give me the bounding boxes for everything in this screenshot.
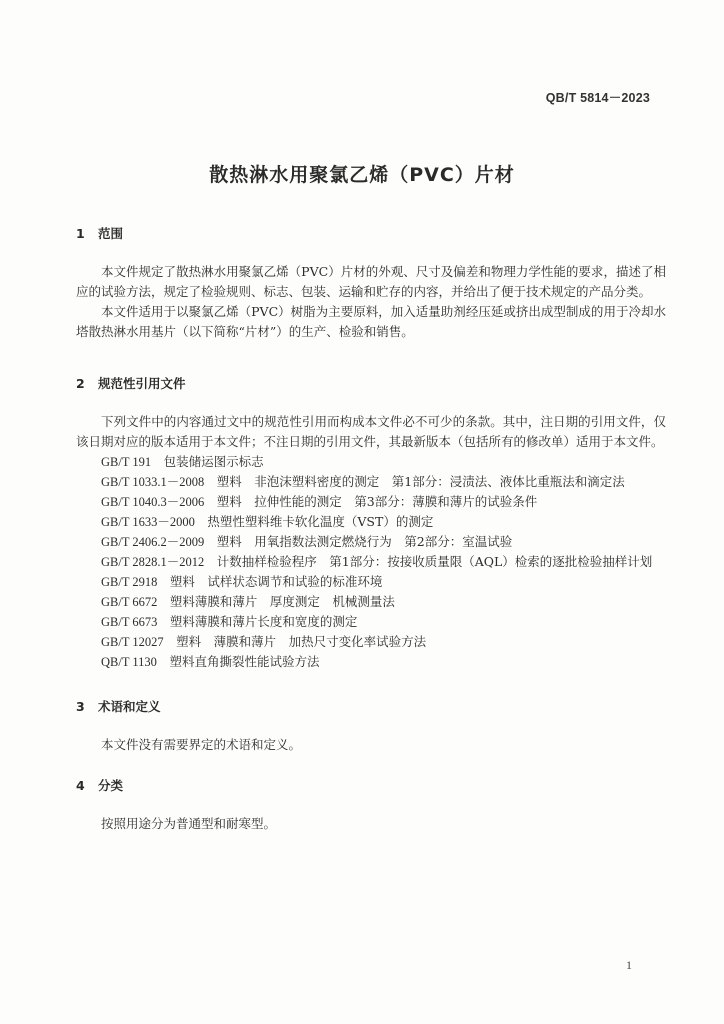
section-title: 规范性引用文件 — [98, 376, 186, 391]
reference-title: 塑料薄膜和薄片长度和宽度的测定 — [169, 614, 358, 629]
reference-code: GB/T 1040.3－2006 — [101, 495, 205, 509]
section-number: 3 — [76, 699, 85, 714]
reference-code: GB/T 6673 — [101, 615, 158, 629]
reference-code: GB/T 6672 — [101, 595, 158, 609]
reference-code: GB/T 1033.1－2008 — [101, 475, 205, 489]
section-number: 2 — [76, 376, 85, 391]
reference-item — [101, 472, 666, 492]
section-classification — [76, 776, 666, 834]
reference-title: 计数抽样检验程序 第1部分：按接收质量限（AQL）检索的逐批检验抽样计划 — [216, 554, 653, 569]
reference-code: QB/T 1130 — [101, 655, 157, 669]
reference-item — [101, 572, 666, 592]
paragraph: 下列文件中的内容通过文中的规范性引用而构成本文件必不可少的条款。其中，注日期的引用文件，仅该日期对应的版本适用于本文件；不注日期的引用文件，其最新版本（包括所有的修改单）适用于本文件。 — [76, 414, 666, 449]
reference-code: GB/T 191 — [101, 455, 152, 469]
reference-title: 塑料 试样状态调节和试验的标准环境 — [169, 574, 383, 589]
reference-list — [101, 452, 666, 672]
reference-item — [101, 632, 666, 652]
section-scope — [76, 224, 666, 342]
reference-title: 包装储运图示标志 — [163, 454, 264, 469]
reference-code: GB/T 12027 — [101, 635, 164, 649]
paragraph: 本文件规定了散热淋水用聚氯乙烯（PVC）片材的外观、尺寸及偏差和物理力学性能的要求，描述了相应的试验方法，规定了检验规则、标志、包装、运输和贮存的内容，并给出了便于技术规定的产品分类。 — [76, 264, 666, 299]
section-title: 范围 — [98, 226, 124, 241]
reference-code: GB/T 1633－2000 — [101, 515, 195, 529]
section-number: 4 — [76, 778, 85, 793]
paragraph: 本文件适用于以聚氯乙烯（PVC）树脂为主要原料，加入适量助剂经压延或挤出成型制成的用于冷却水塔散热淋水用基片（以下简称“片材”）的生产、检验和销售。 — [76, 304, 666, 339]
reference-code: GB/T 2918 — [101, 575, 158, 589]
section-heading — [76, 224, 666, 244]
reference-code: GB/T 2828.1－2012 — [101, 555, 205, 569]
paragraph: 本文件没有需要界定的术语和定义。 — [101, 737, 302, 752]
reference-item — [101, 452, 666, 472]
reference-title: 热塑性塑料维卡软化温度（VST）的测定 — [207, 514, 434, 529]
reference-title: 塑料 薄膜和薄片 加热尺寸变化率试验方法 — [176, 634, 427, 649]
section-heading — [76, 374, 666, 394]
section-terms-definitions — [76, 697, 666, 755]
reference-title: 塑料直角撕裂性能试验方法 — [169, 654, 320, 669]
section-heading — [76, 776, 666, 796]
reference-item — [101, 592, 666, 612]
reference-item — [101, 512, 666, 532]
reference-item — [101, 552, 666, 572]
paragraph: 按照用途分为普通型和耐寒型。 — [101, 816, 277, 831]
section-number: 1 — [76, 226, 85, 241]
reference-item — [101, 532, 666, 552]
reference-code: GB/T 2406.2－2009 — [101, 535, 205, 549]
reference-title: 塑料薄膜和薄片 厚度测定 机械测量法 — [169, 594, 395, 609]
reference-title: 塑料 用氧指数法测定燃烧行为 第2部分：室温试验 — [216, 534, 513, 549]
section-title: 分类 — [98, 778, 124, 793]
reference-item — [101, 492, 666, 512]
section-title: 术语和定义 — [98, 699, 161, 714]
reference-title: 塑料 拉伸性能的测定 第3部分：薄膜和薄片的试验条件 — [216, 494, 538, 509]
standard-code: QB/T 5814－2023 — [545, 91, 650, 105]
reference-item — [101, 652, 666, 672]
reference-item — [101, 612, 666, 632]
section-heading — [76, 697, 666, 717]
document-title: 散热淋水用聚氯乙烯（PVC）片材 — [209, 164, 515, 186]
section-normative-references — [76, 374, 666, 672]
page-number: 1 — [626, 958, 632, 972]
reference-title: 塑料 非泡沫塑料密度的测定 第1部分：浸渍法、液体比重瓶法和滴定法 — [216, 474, 625, 489]
